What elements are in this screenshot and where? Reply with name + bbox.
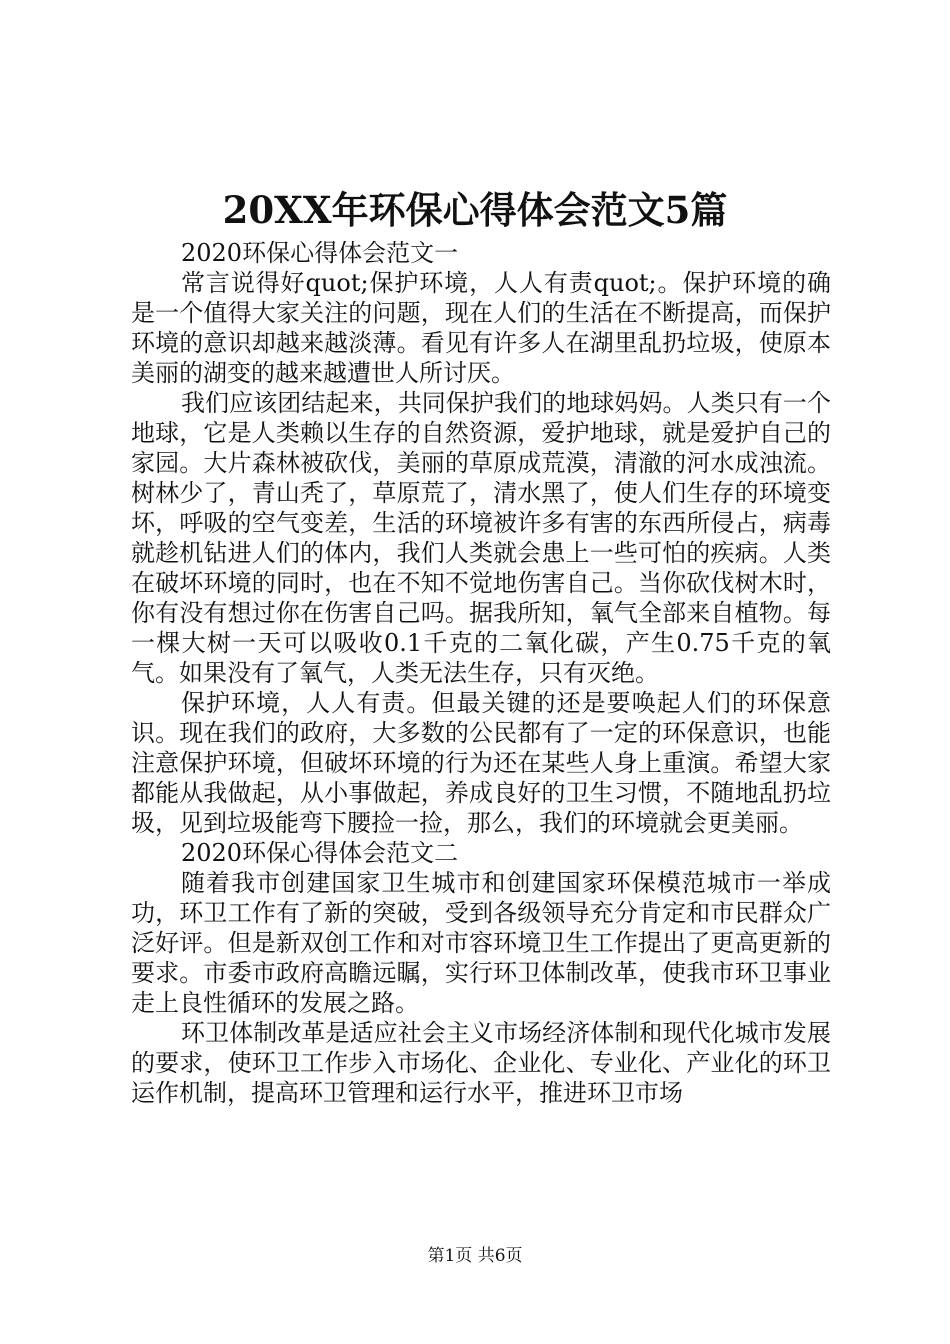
body-paragraph: 随着我市创建国家卫生城市和创建国家环保模范城市一举成功，环卫工作有了新的突破，受到各级领导充分肯定和市民群众广泛好评。但是新双创工作和对市容环境卫生工作提出了更高更新的要求。市委市政府高瞻远瞩，实行环卫体制改革，使我市环卫事业走上良性循环的发展之路。 [131,869,831,1017]
document-body [131,238,831,1108]
body-paragraph: 我们应该团结起来，共同保护我们的地球妈妈。人类只有一个地球，它是人类赖以生存的自然资源，爱护地球，就是爱护自己的家园。大片森林被砍伐，美丽的草原成荒漠，清澈的河水成浊流。树林少了，青山秃了，草原荒了，清水黑了，使人们生存的环境变坏，呼吸的空气变差，生活的环境被许多有害的东西所侵占，病毒就趁机钻进人们的体内，我们人类就会患上一些可怕的疾病。人类在破坏环境的同时，也在不知不觉地伤害自己。当你砍伐树木时，你有没有想过你在伤害自己吗。据我所知，氧气全部来自植物。每一棵大树一天可以吸收0.1千克的二氧化碳，产生0.75千克的氧气。如果没有了氧气，人类无法生存，只有灭绝。 [131,389,831,687]
document-title: 20XX年环保心得体会范文5篇 [222,188,728,232]
section-heading-2: 2020环保心得体会范文二 [181,839,459,867]
body-paragraph: 保护环境，人人有责。但最关键的还是要唤起人们的环保意识。现在我们的政府，大多数的公民都有了一定的环保意识，也能注意保护环境，但破坏环境的行为还在某些人身上重演。希望大家都能从我做起，从小事做起，养成良好的卫生习惯，不随地乱扔垃圾，见到垃圾能弯下腰捡一捡，那么，我们的环境就会更美丽。 [131,689,831,837]
body-paragraph: 常言说得好quot;保护环境，人人有责quot;。保护环境的确是一个值得大家关注的问题，现在人们的生活在不断提高，而保护环境的意识却越来越淡薄。看见有许多人在湖里乱扔垃圾，使原本美丽的湖变的越来越遭世人所讨厌。 [131,269,831,387]
section-heading-1: 2020环保心得体会范文一 [181,239,459,267]
body-paragraph: 环卫体制改革是适应社会主义市场经济体制和现代化城市发展的要求，使环卫工作步入市场化、企业化、专业化、产业化的环卫运作机制，提高环卫管理和运行水平，推进环卫市场 [131,1019,831,1107]
page-number-footer: 第1页 共6页 [427,1246,523,1266]
